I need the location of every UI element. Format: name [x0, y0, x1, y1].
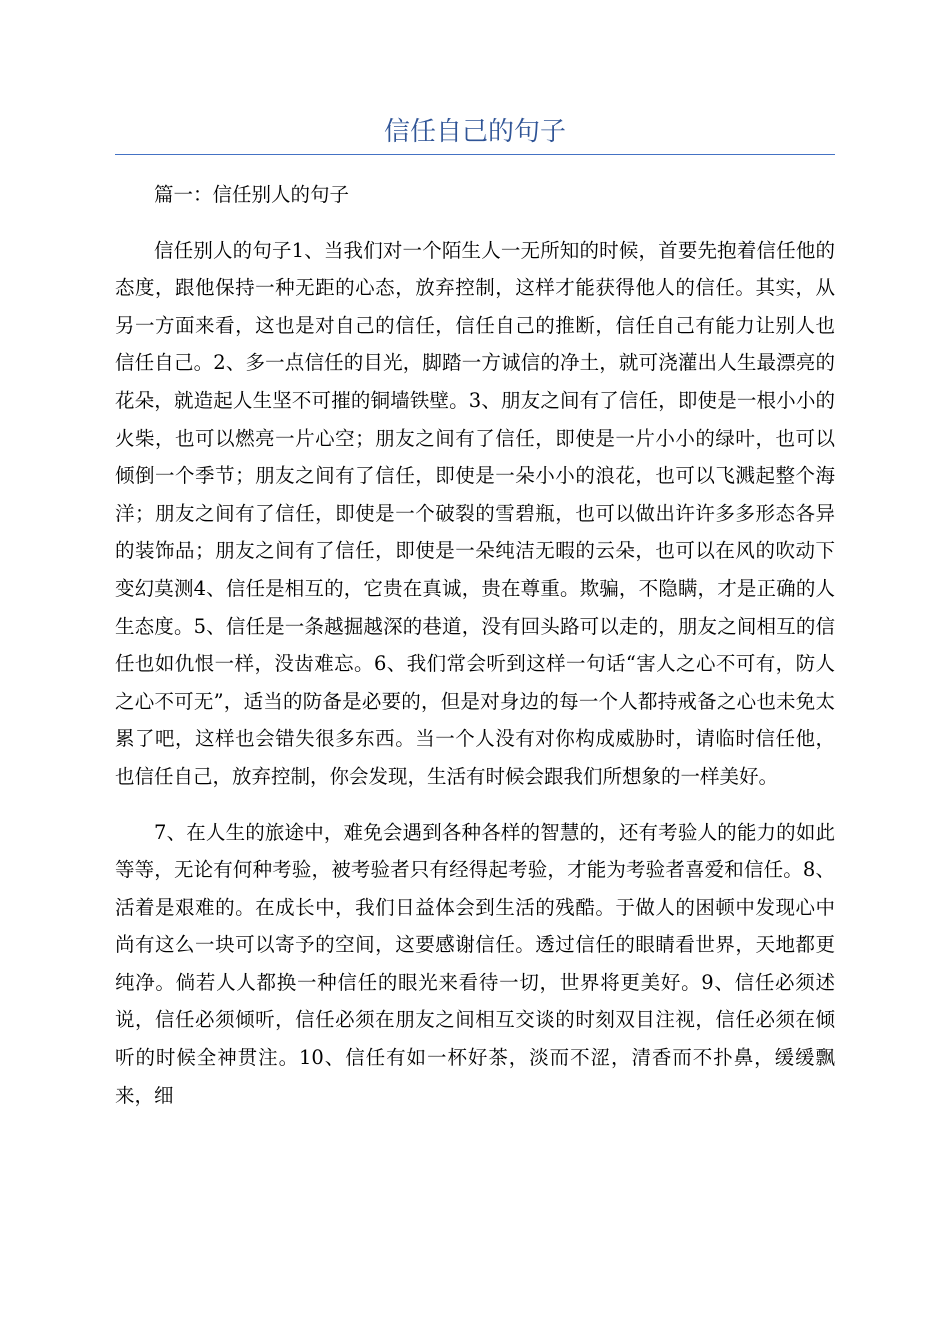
document-body — [115, 176, 835, 1114]
body-paragraph: 7、在人生的旅途中，难免会遇到各种各样的智慧的，还有考验人的能力的如此等等，无论有何种考验，被考验者只有经得起考验，才能为考验者喜爱和信任。8、活着是艰难的。在成长中，我们日益体会到生活的残酷。于做人的困顿中发现心中尚有这么一块可以寄予的空间，这要感谢信任。透过信任的眼睛看世界，天地都更纯净。倘若人人都换一种信任的眼光来看待一切，世界将更美好。9、信任必须述说，信任必须倾听，信任必须在朋友之间相互交谈的时刻双目注视，信任必须在倾听的时候全神贯注。10、信任有如一杯好茶，淡而不涩，清香而不扑鼻，缓缓飘来，细 — [115, 820, 835, 1107]
title-underline — [115, 154, 835, 155]
section-heading: 篇一：信任别人的句子 — [154, 183, 350, 206]
page-title: 信任自己的句子 — [383, 117, 566, 147]
body-paragraph: 信任别人的句子1、当我们对一个陌生人一无所知的时候，首要先抱着信任他的态度，跟他保持一种无距的心态，放弃控制，这样才能获得他人的信任。其实，从另一方面来看，这也是对自己的信任，信任自己的推断，信任自己有能力让别人也信任自己。2、多一点信任的目光，脚踏一方诚信的净土，就可浇灌出人生最漂亮的花朵，就造起人生坚不可摧的铜墙铁壁。3、朋友之间有了信任，即使是一根小小的火柴，也可以燃亮一片心空；朋友之间有了信任，即使是一片小小的绿叶，也可以倾倒一个季节；朋友之间有了信任，即使是一朵小小的浪花，也可以飞溅起整个海洋；朋友之间有了信任，即使是一个破裂的雪碧瓶，也可以做出许许多多形态各异的装饰品；朋友之间有了信任，即使是一朵纯洁无暇的云朵，也可以在风的吹动下变幻莫测4、信任是相互的，它贵在真诚，贵在尊重。欺骗，不隐瞒，才是正确的人生态度。5、信任是一条越掘越深的巷道，没有回头路可以走的，朋友之间相互的信任也如仇恨一样，没齿难忘。6、我们常会听到这样一句话“害人之心不可有，防人之心不可无”，适当的防备是必要的，但是对身边的每一个人都持戒备之心也未免太累了吧，这样也会错失很多东西。当一个人没有对你构成威胁时，请临时信任他，也信任自己，放弃控制，你会发现，生活有时候会跟我们所想象的一样美好。 — [115, 238, 835, 788]
